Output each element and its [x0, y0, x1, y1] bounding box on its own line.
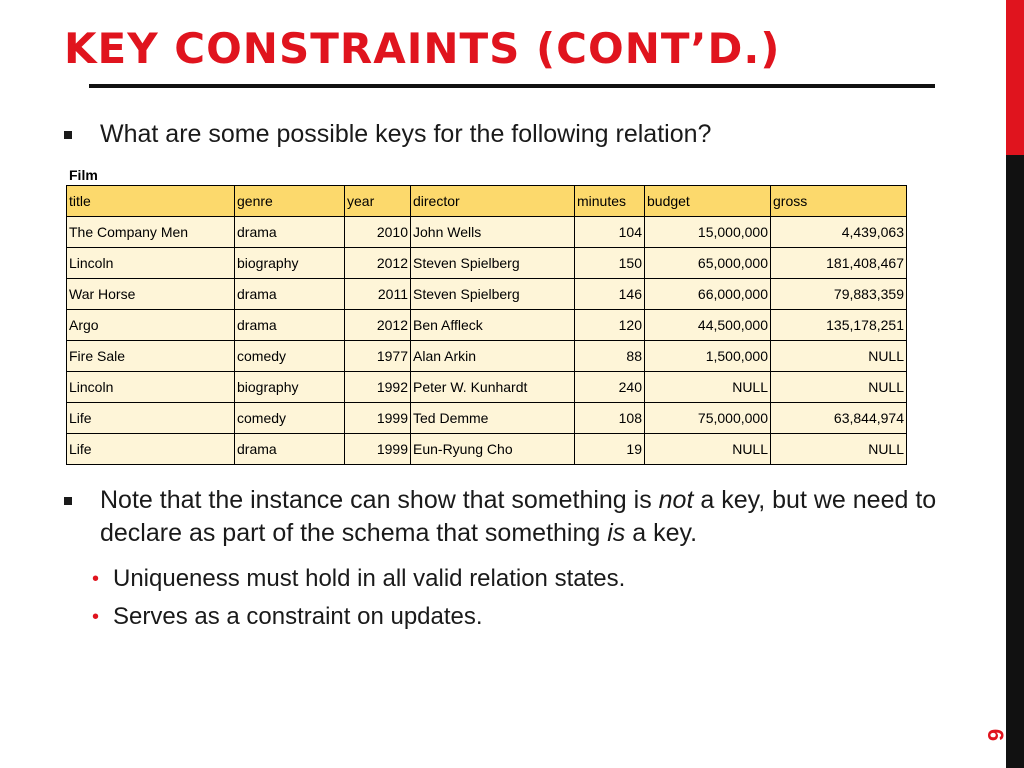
sub-bullet-text: Serves as a constraint on updates. [113, 603, 483, 630]
side-accent-bar [1006, 0, 1024, 155]
table-cell-year: 1992 [345, 372, 411, 403]
table-cell-year: 1999 [345, 403, 411, 434]
slide-title: KEY CONSTRAINTS (CONT’D.) [64, 24, 781, 73]
column-header-gross: gross [771, 186, 907, 217]
table-caption: Film [69, 167, 98, 183]
table-cell-gross: 63,844,974 [771, 403, 907, 434]
table-cell-year: 1999 [345, 434, 411, 465]
table-cell-year: 1977 [345, 341, 411, 372]
square-bullet-icon [64, 131, 72, 139]
table-cell-title: Lincoln [67, 372, 235, 403]
table-cell-director: John Wells [411, 217, 575, 248]
table-cell-director: Peter W. Kunhardt [411, 372, 575, 403]
table-cell-genre: biography [235, 372, 345, 403]
table-row [67, 279, 907, 310]
slide-number: 6 [983, 728, 1008, 742]
table-cell-budget: NULL [645, 434, 771, 465]
table-cell-title: Argo [67, 310, 235, 341]
dot-bullet-icon: • [92, 568, 100, 590]
table-cell-minutes: 146 [575, 279, 645, 310]
table-cell-budget: 65,000,000 [645, 248, 771, 279]
table-cell-budget: 15,000,000 [645, 217, 771, 248]
table-cell-year: 2010 [345, 217, 411, 248]
column-header-genre: genre [235, 186, 345, 217]
table-cell-gross: 135,178,251 [771, 310, 907, 341]
bullet-text: Note that the instance can show that something is not a key, but we need to declare as part of the schema that something is a key. [100, 486, 937, 547]
table-cell-budget: 66,000,000 [645, 279, 771, 310]
table-cell-genre: drama [235, 217, 345, 248]
title-underline [89, 84, 935, 88]
column-header-title: title [67, 186, 235, 217]
table-cell-year: 2011 [345, 279, 411, 310]
table-cell-budget: 1,500,000 [645, 341, 771, 372]
table-cell-title: War Horse [67, 279, 235, 310]
table-cell-director: Ben Affleck [411, 310, 575, 341]
table-cell-title: Lincoln [67, 248, 235, 279]
table-cell-genre: comedy [235, 341, 345, 372]
table-cell-minutes: 88 [575, 341, 645, 372]
table-cell-title: The Company Men [67, 217, 235, 248]
table-cell-minutes: 120 [575, 310, 645, 341]
table-cell-budget: 75,000,000 [645, 403, 771, 434]
table-header-row [67, 186, 907, 217]
table-cell-director: Steven Spielberg [411, 279, 575, 310]
table-cell-genre: drama [235, 434, 345, 465]
column-header-minutes: minutes [575, 186, 645, 217]
table-cell-budget: NULL [645, 372, 771, 403]
table-cell-minutes: 19 [575, 434, 645, 465]
table-cell-minutes: 104 [575, 217, 645, 248]
table-cell-director: Eun-Ryung Cho [411, 434, 575, 465]
film-table [66, 185, 907, 465]
table-row [67, 248, 907, 279]
table-row [67, 403, 907, 434]
sub-bullet-text: Uniqueness must hold in all valid relation states. [113, 565, 626, 592]
table-cell-minutes: 240 [575, 372, 645, 403]
table-cell-year: 2012 [345, 310, 411, 341]
table-cell-gross: NULL [771, 341, 907, 372]
table-row [67, 372, 907, 403]
table-cell-title: Fire Sale [67, 341, 235, 372]
table-cell-year: 2012 [345, 248, 411, 279]
table-cell-gross: NULL [771, 372, 907, 403]
table-cell-genre: drama [235, 279, 345, 310]
column-header-year: year [345, 186, 411, 217]
table-row [67, 341, 907, 372]
column-header-budget: budget [645, 186, 771, 217]
side-dark-bar [1006, 155, 1024, 768]
table-cell-director: Steven Spielberg [411, 248, 575, 279]
bullet-text: What are some possible keys for the following relation? [100, 120, 712, 148]
table-cell-director: Ted Demme [411, 403, 575, 434]
table-cell-director: Alan Arkin [411, 341, 575, 372]
table-row [67, 217, 907, 248]
table-row [67, 310, 907, 341]
table-cell-gross: 79,883,359 [771, 279, 907, 310]
column-header-director: director [411, 186, 575, 217]
table-cell-genre: drama [235, 310, 345, 341]
table-cell-gross: 181,408,467 [771, 248, 907, 279]
table-cell-minutes: 150 [575, 248, 645, 279]
table-cell-budget: 44,500,000 [645, 310, 771, 341]
table-row [67, 434, 907, 465]
dot-bullet-icon: • [92, 606, 100, 628]
table-cell-gross: NULL [771, 434, 907, 465]
table-cell-gross: 4,439,063 [771, 217, 907, 248]
table-cell-title: Life [67, 403, 235, 434]
table-cell-genre: comedy [235, 403, 345, 434]
table-cell-minutes: 108 [575, 403, 645, 434]
square-bullet-icon [64, 497, 72, 505]
table-cell-genre: biography [235, 248, 345, 279]
table-cell-title: Life [67, 434, 235, 465]
